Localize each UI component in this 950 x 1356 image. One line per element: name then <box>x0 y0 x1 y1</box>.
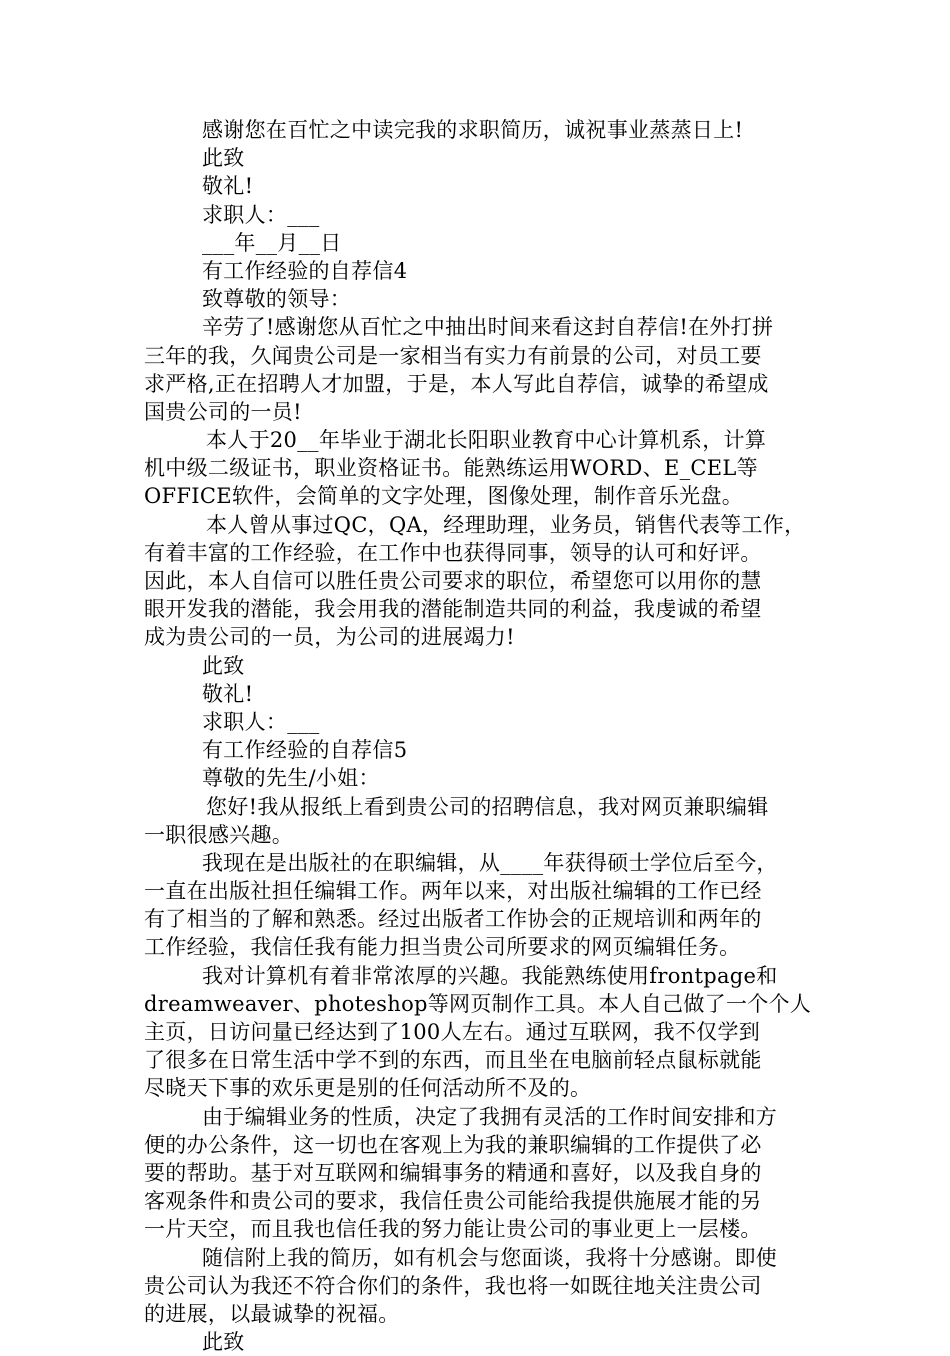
paragraph-line: 一片天空，而且我也信任我的努力能让贵公司的事业更上一层楼。 <box>144 1217 762 1242</box>
signature-applicant: 求职人：___ <box>202 202 320 227</box>
letter-5-title: 有工作经验的自荐信5 <box>202 738 408 763</box>
paragraph-line: 有着丰富的工作经验，在工作中也获得同事，领导的认可和好评。 <box>144 540 762 565</box>
paragraph-line: 贵公司认为我还不符合你们的条件，我也将一如既往地关注贵公司 <box>144 1273 762 1298</box>
paragraph-line: OFFICE软件，会简单的文字处理，图像处理，制作音乐光盘。 <box>144 484 744 509</box>
paragraph-line: 便的办公条件，这一切也在客观上为我的兼职编辑的工作提供了必 <box>144 1132 762 1157</box>
letter-4-salutation: 致尊敬的领导： <box>202 287 352 312</box>
closing-thanks: 感谢您在百忙之中读完我的求职简历，诚祝事业蒸蒸日上! <box>202 118 744 142</box>
paragraph-line: 我对计算机有着非常浓厚的兴趣。我能熟练使用frontpage和 <box>202 963 778 988</box>
letter-5-salutation: 尊敬的先生/小姐： <box>202 766 380 791</box>
closing-jingli: 敬礼! <box>202 174 254 199</box>
paragraph-line: 机中级二级证书，职业资格证书。能熟练运用WORD、E_CEL等 <box>144 456 758 481</box>
paragraph-line: 一职很感兴趣。 <box>144 822 294 847</box>
paragraph-line: dreamweaver、photeshop等网页制作工具。本人自己做了一个个人 <box>144 991 812 1016</box>
paragraph-line: 有了相当的了解和熟悉。经过出版者工作协会的正规培训和两年的 <box>144 907 762 932</box>
letter-4-title: 有工作经验的自荐信4 <box>202 258 408 283</box>
paragraph-line: 主页，日访问量已经达到了100人左右。通过互联网，我不仅学到 <box>144 1020 761 1044</box>
paragraph-line: 的进展，以最诚挚的祝福。 <box>144 1301 400 1326</box>
signature-applicant: 求职人：___ <box>202 709 320 734</box>
paragraph-line: 一直在出版社担任编辑工作。两年以来，对出版社编辑的工作已经 <box>144 879 762 904</box>
document-body <box>144 116 812 1356</box>
closing-cizhi: 此致 <box>202 653 245 678</box>
paragraph-line: 本人于20__年毕业于湖北长阳职业教育中心计算机系，计算 <box>206 428 767 453</box>
paragraph-line: 要的帮助。基于对互联网和编辑事务的精通和喜好，以及我自身的 <box>144 1160 762 1185</box>
closing-cizhi: 此致 <box>202 146 245 171</box>
signature-date: ___年__月__日 <box>202 230 342 255</box>
paragraph-line: 辛劳了!感谢您从百忙之中抽出时间来看这封自荐信!在外打拼 <box>202 315 774 340</box>
paragraph-line: 眼开发我的潜能，我会用我的潜能制造共同的利益，我虔诚的希望 <box>144 597 762 622</box>
paragraph-line: 随信附上我的简历，如有机会与您面谈，我将十分感谢。即使 <box>202 1245 778 1270</box>
paragraph-line: 成为贵公司的一员，为公司的进展竭力! <box>144 625 515 650</box>
paragraph-line: 尽晓天下事的欢乐更是别的任何活动所不及的。 <box>144 1076 592 1101</box>
paragraph-line: 我现在是出版社的在职编辑，从____年获得硕士学位后至今， <box>202 850 778 875</box>
paragraph-line: 您好!我从报纸上看到贵公司的招聘信息，我对网页兼职编辑 <box>206 794 769 819</box>
paragraph-line: 国贵公司的一员! <box>144 399 302 424</box>
closing-cizhi: 此致 <box>202 1330 245 1355</box>
paragraph-line: 因此，本人自信可以胜任贵公司要求的职位，希望您可以用你的慧 <box>144 569 762 593</box>
paragraph-line: 本人曾从事过QC，QA，经理助理，业务员，销售代表等工作， <box>206 512 806 537</box>
paragraph-line: 求严格,正在招聘人才加盟，于是，本人写此自荐信，诚挚的希望成 <box>144 371 769 396</box>
paragraph-line: 客观条件和贵公司的要求，我信任贵公司能给我提供施展才能的另 <box>144 1189 762 1214</box>
closing-jingli: 敬礼! <box>202 681 254 706</box>
paragraph-line: 三年的我，久闻贵公司是一家相当有实力有前景的公司，对员工要 <box>144 343 762 368</box>
paragraph-line: 由于编辑业务的性质，决定了我拥有灵活的工作时间安排和方 <box>202 1104 778 1129</box>
paragraph-line: 了很多在日常生活中学不到的东西，而且坐在电脑前轻点鼠标就能 <box>144 1048 762 1073</box>
paragraph-line: 工作经验，我信任我有能力担当贵公司所要求的网页编辑任务。 <box>144 935 741 960</box>
